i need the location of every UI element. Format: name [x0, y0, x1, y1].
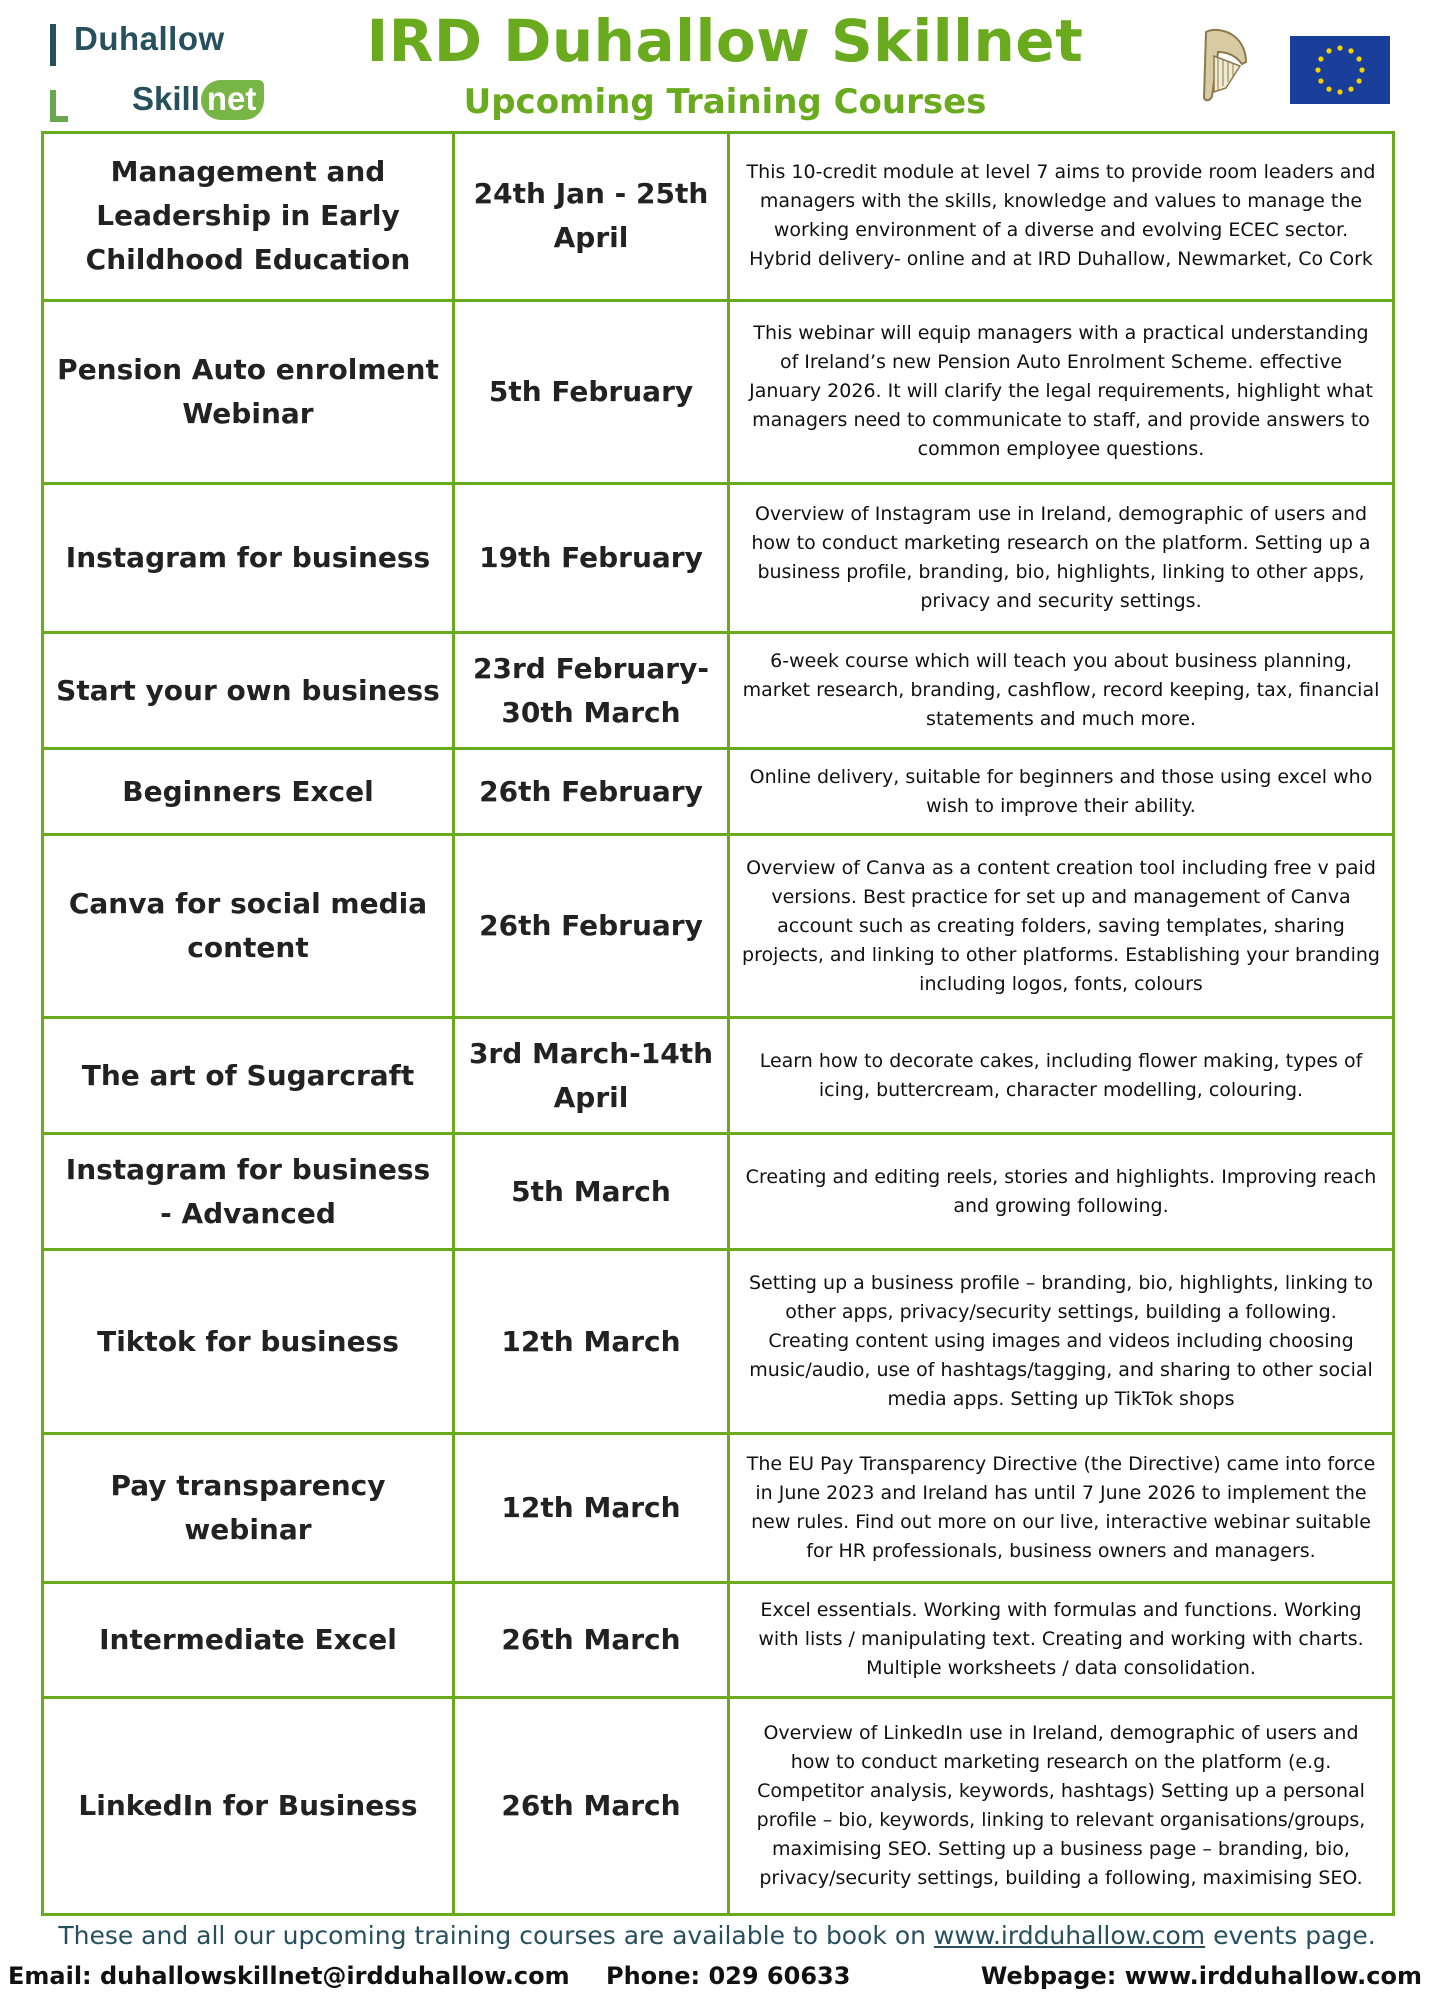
course-title: Instagram for business — [43, 483, 454, 632]
course-row — [43, 300, 1394, 483]
course-row — [43, 1018, 1394, 1134]
eu-star-icon — [1357, 56, 1362, 61]
course-row — [43, 749, 1394, 835]
course-description: 6-week course which will teach you about business planning, market research, branding, cashflow, record keeping, tax, financial statements and much more. — [729, 633, 1394, 749]
course-title: LinkedIn for Business — [43, 1697, 454, 1914]
course-description: Setting up a business profile – branding, bio, highlights, linking to other apps, privacy/security settings, building a following. Creating content using images and videos including choosing music/audio, use of hashtags/tagging, and sharing to other social media apps. Setting up TikTok shops — [729, 1250, 1394, 1433]
logo-text-duhallow: Duhallow — [74, 20, 225, 57]
duhallow-skillnet-logo — [44, 18, 274, 126]
course-row — [43, 1433, 1394, 1582]
course-dates: 26th February — [454, 749, 729, 835]
course-dates: 5th February — [454, 300, 729, 483]
course-description: Excel essentials. Working with formulas and functions. Working with lists / manipulating text. Creating and working with charts. Multiple worksheets / data consolidation. — [729, 1582, 1394, 1697]
eu-star-icon — [1318, 78, 1323, 83]
course-description: The EU Pay Transparency Directive (the Directive) came into force in June 2023 and Ireland has until 7 June 2026 to implement the new rules. Find out more on our live, interactive webinar suitable for HR professionals, business owners and managers. — [729, 1433, 1394, 1582]
eu-star-icon — [1337, 89, 1342, 94]
course-dates: 3rd March-14th April — [454, 1018, 729, 1134]
eu-flag-icon — [1290, 36, 1390, 104]
course-description: Overview of Canva as a content creation tool including free v paid versions. Best practice for set up and management of Canva account such as creating folders, saving templates, sharing projects, and linking to other platforms. Establishing your branding including logos, fonts, colours — [729, 834, 1394, 1017]
course-dates: 5th March — [454, 1134, 729, 1250]
course-row — [43, 1582, 1394, 1697]
course-title: Pension Auto enrolment Webinar — [43, 300, 454, 483]
course-description: Overview of Instagram use in Ireland, demographic of users and how to conduct marketing research on the platform. Setting up a business profile, branding, bio, highlights, linking to other apps, privacy and security settings. — [729, 483, 1394, 632]
footer-website-link[interactable]: www.irdduhallow.com — [933, 1921, 1206, 1950]
course-dates: 26th March — [454, 1582, 729, 1697]
course-description: Online delivery, suitable for beginners and those using excel who wish to improve their ability. — [729, 749, 1394, 835]
eu-star-icon — [1357, 78, 1362, 83]
eu-star-icon — [1318, 56, 1323, 61]
course-description: This 10-credit module at level 7 aims to provide room leaders and managers with the skills, knowledge and values to manage the working environment of a diverse and evolving ECEC sector. Hybrid delivery- online and at IRD Duhallow, Newmarket, Co Cork — [729, 133, 1394, 301]
course-dates: 24th Jan - 25th April — [454, 133, 729, 301]
footer-contacts — [0, 1955, 1434, 1997]
course-row — [43, 834, 1394, 1017]
course-dates: 12th March — [454, 1250, 729, 1433]
course-title: Pay transparency webinar — [43, 1433, 454, 1582]
course-description: Overview of LinkedIn use in Ireland, demographic of users and how to conduct marketing research on the platform (e.g. Competitor analysis, keywords, hashtags) Setting up a personal profile – bio, keywords, linking to relevant organisations/groups, maximising SEO. Setting up a business page – branding, bio, privacy/security settings, building a following, maximising SEO. — [729, 1697, 1394, 1914]
footer-phone: Phone: 029 60633 — [606, 1962, 851, 1990]
courses-table-container — [41, 131, 1392, 1916]
course-title: Canva for social media content — [43, 834, 454, 1017]
course-title: Instagram for business - Advanced — [43, 1134, 454, 1250]
logo-bracket-foot — [50, 116, 68, 122]
course-title: Tiktok for business — [43, 1250, 454, 1433]
eu-star-icon — [1326, 87, 1331, 92]
page-header — [0, 0, 1434, 128]
eu-star-icon — [1359, 67, 1364, 72]
course-title: Intermediate Excel — [43, 1582, 454, 1697]
course-dates: 19th February — [454, 483, 729, 632]
logo-text-net: net — [201, 80, 265, 120]
course-dates: 23rd February- 30th March — [454, 633, 729, 749]
course-row — [43, 133, 1394, 301]
course-row — [43, 1134, 1394, 1250]
course-description: This webinar will equip managers with a practical understanding of Ireland’s new Pension Auto Enrolment Scheme. effective January 2026. It will clarify the legal requirements, highlight what managers need to communicate to staff, and provide answers to common employee questions. — [729, 300, 1394, 483]
courses-table — [41, 131, 1395, 1916]
footer-webpage[interactable]: Webpage: www.irdduhallow.com — [980, 1962, 1422, 1990]
irish-harp-icon — [1196, 26, 1252, 106]
course-title: Management and Leadership in Early Childhood Education — [43, 133, 454, 301]
course-row — [43, 1697, 1394, 1914]
course-row — [43, 1250, 1394, 1433]
page-title: IRD Duhallow Skillnet — [366, 7, 1084, 75]
course-dates: 12th March — [454, 1433, 729, 1582]
eu-star-icon — [1348, 87, 1353, 92]
eu-star-icon — [1348, 48, 1353, 53]
course-dates: 26th March — [454, 1697, 729, 1914]
eu-star-icon — [1315, 67, 1320, 72]
footer-note-text-after: events page. — [1205, 1921, 1376, 1950]
logo-text-skillnet — [132, 80, 264, 120]
course-title: Beginners Excel — [43, 749, 454, 835]
logo-text-skill: Skill — [132, 80, 200, 117]
eu-star-icon — [1337, 45, 1342, 50]
page-subtitle: Upcoming Training Courses — [463, 82, 987, 122]
course-dates: 26th February — [454, 834, 729, 1017]
course-row — [43, 633, 1394, 749]
course-description: Creating and editing reels, stories and highlights. Improving reach and growing following. — [729, 1134, 1394, 1250]
footer-email[interactable]: Email: duhallowskillnet@irdduhallow.com — [8, 1962, 570, 1990]
course-title: Start your own business — [43, 633, 454, 749]
courses-table-body — [43, 133, 1394, 1915]
eu-star-icon — [1326, 48, 1331, 53]
course-description: Learn how to decorate cakes, including flower making, types of icing, buttercream, character modelling, colouring. — [729, 1018, 1394, 1134]
footer-booking-note — [0, 1916, 1434, 1956]
logo-bracket-top — [50, 24, 56, 66]
course-row — [43, 483, 1394, 632]
course-title: The art of Sugarcraft — [43, 1018, 454, 1134]
footer-note-text-before: These and all our upcoming training courses are available to book on — [58, 1921, 934, 1950]
